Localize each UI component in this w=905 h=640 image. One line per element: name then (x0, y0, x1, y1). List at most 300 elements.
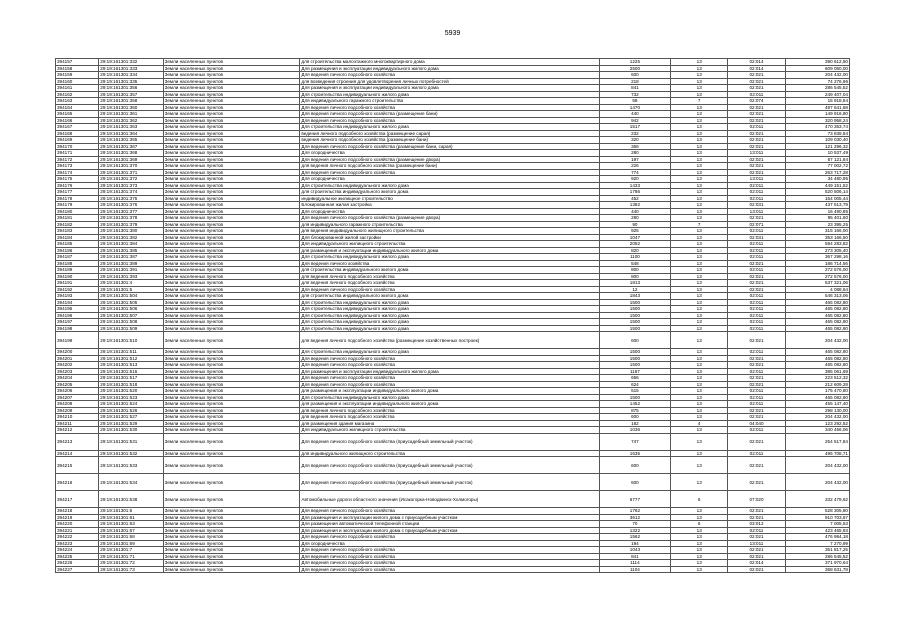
cadastral-value-cell: 390 612,50 (785, 59, 849, 66)
permitted-use-cell: Для размещения и эксплуатации индивидуального жилого дома (300, 368, 599, 375)
row-number-cell: 394201 (56, 355, 99, 362)
area-cell: 1225 (599, 59, 670, 66)
area-cell: 1500 (599, 325, 670, 332)
code-cell: 02:021 (728, 143, 785, 150)
cadastral-number-cell: 29:19:161301:368 (99, 150, 163, 157)
area-cell: 1843 (599, 293, 670, 300)
area-cell: 440 (599, 208, 670, 215)
land-category-cell: Земли населенных пунктов (163, 319, 300, 326)
group-cell: 13 (671, 450, 728, 457)
cadastral-number-cell: 29:19:161301:72 (99, 560, 163, 567)
cadastral-value-cell: 298 130,00 (785, 407, 849, 414)
row-number-cell: 394164 (56, 104, 99, 111)
permitted-use-cell: Для ведения личного хозяйства (300, 260, 599, 267)
area-cell: 841 (599, 553, 670, 560)
permitted-use-cell: Для ведения личного подсобного хозяйства (300, 560, 599, 567)
cadastral-value-cell: 465 082,80 (785, 349, 849, 356)
row-number-cell: 394184 (56, 234, 99, 241)
permitted-use-cell: Для ведения личного подсобного хозяйства (300, 553, 599, 560)
permitted-use-cell: ведения личного подсобного хозяйства (размещение сарая) (300, 130, 599, 137)
land-category-cell: Земли населенных пунктов (163, 349, 300, 356)
code-cell: 02:011 (728, 241, 785, 248)
cadastral-number-cell: 29:19:161301:67 (99, 527, 163, 534)
land-category-cell: Земли населенных пунктов (163, 247, 300, 254)
code-cell: 02:011 (728, 189, 785, 196)
land-category-cell: Земли населенных пунктов (163, 362, 300, 369)
land-category-cell: Земли населенных пунктов (163, 208, 300, 215)
group-cell: 13 (671, 527, 728, 534)
code-cell: 02:021 (728, 215, 785, 222)
permitted-use-cell: для ведения личного подсобного хозяйства (300, 280, 599, 287)
land-category-cell: Земли населенных пунктов (163, 215, 300, 222)
table-body (56, 59, 850, 573)
permitted-use-cell: Для ведения личного подсобного хозяйства (300, 355, 599, 362)
cadastral-value-cell: 186 714,56 (785, 260, 849, 267)
area-cell: 197 (599, 156, 670, 163)
area-cell: 1043 (599, 547, 670, 554)
cadastral-value-cell: 528 305,80 (785, 508, 849, 515)
permitted-use-cell: Для ведения личного подсобного хозяйства (размещение двора) (300, 215, 599, 222)
cadastral-value-cell: 121 296,32 (785, 143, 849, 150)
page-number: 5939 (444, 30, 461, 37)
cadastral-number-cell: 29:19:161301:526 (99, 407, 163, 414)
row-number-cell: 394204 (56, 375, 99, 382)
row-number-cell: 394213 (56, 433, 99, 450)
cadastral-number-cell: 29:19:161301:510 (99, 332, 163, 349)
cadastral-value-cell: 465 082,80 (785, 312, 849, 319)
group-cell: 13 (671, 368, 728, 375)
row-number-cell: 394181 (56, 215, 99, 222)
cadastral-value-cell: 123 292,52 (785, 420, 849, 427)
cadastral-number-cell: 29:19:161301:73 (99, 566, 163, 573)
cadastral-number-cell: 29:19:161301:391 (99, 267, 163, 274)
group-cell: 13 (671, 508, 728, 515)
group-cell: 13 (671, 150, 728, 157)
area-cell: 194 (599, 540, 670, 547)
area-cell: 600 (599, 457, 670, 474)
group-cell: 13 (671, 59, 728, 66)
table-row (56, 457, 850, 474)
group-cell: 13 (671, 362, 728, 369)
land-category-cell: Земли населенных пунктов (163, 474, 300, 491)
land-category-cell: Земли населенных пунктов (163, 150, 300, 157)
cadastral-number-cell: 29:19:161301:363 (99, 124, 163, 131)
land-category-cell: Земли населенных пунктов (163, 491, 300, 508)
code-cell: 02:021 (728, 381, 785, 388)
permitted-use-cell: Для строительства индивидуального жилого дома (300, 312, 599, 319)
permitted-use-cell: для строительства малоэтажного многоквартирного дома (300, 59, 599, 66)
group-cell: 13 (671, 202, 728, 209)
cadastral-value-cell: 273 305,40 (785, 247, 849, 254)
code-cell: 02:021 (728, 553, 785, 560)
permitted-use-cell: для ведения личного подсобного хозяйства (размещение бани) (300, 163, 599, 170)
cadastral-number-cell: 29:19:161301:335 (99, 78, 163, 85)
cadastral-value-cell: 249 407,04 (785, 91, 849, 98)
group-cell: 13 (671, 349, 728, 356)
group-cell: 13 (671, 560, 728, 567)
code-cell: 02:011 (728, 394, 785, 401)
land-category-cell: Земли населенных пунктов (163, 299, 300, 306)
cadastral-number-cell: 29:19:161301:332 (99, 59, 163, 66)
code-cell: 02:021 (728, 375, 785, 382)
row-number-cell: 394165 (56, 111, 99, 118)
cadastral-number-cell: 29:19:161301:372 (99, 176, 163, 183)
permitted-use-cell: Для строительства индивидуального жилого дома (300, 319, 599, 326)
area-cell: 1322 (599, 527, 670, 534)
cadastral-number-cell: 29:19:161301:511 (99, 349, 163, 356)
cadastral-value-cell: 465 082,80 (785, 394, 849, 401)
permitted-use-cell: Для огородничества (300, 208, 599, 215)
cadastral-value-cell: 16 490,85 (785, 208, 849, 215)
cadastral-value-cell: 254 517,84 (785, 433, 849, 450)
cadastral-number-cell: 29:19:161301:523 (99, 394, 163, 401)
cadastral-number-cell: 29:19:161301:361 (99, 111, 163, 118)
row-number-cell: 394171 (56, 150, 99, 157)
land-category-cell: Земли населенных пунктов (163, 355, 300, 362)
code-cell: 02:011 (728, 527, 785, 534)
permitted-use-cell: Для строительства индивидуального жилого дома (300, 299, 599, 306)
area-cell: 841 (599, 85, 670, 92)
code-cell: 02:021 (728, 547, 785, 554)
group-cell: 13 (671, 260, 728, 267)
land-category-cell: Земли населенных пунктов (163, 375, 300, 382)
group-cell: 13 (671, 267, 728, 274)
code-cell: 02:021 (728, 280, 785, 287)
group-cell: 13 (671, 273, 728, 280)
land-category-cell: Земли населенных пунктов (163, 202, 300, 209)
cadastral-value-cell: 537 321,06 (785, 280, 849, 287)
row-number-cell: 394158 (56, 65, 99, 72)
code-cell: 02:021 (728, 566, 785, 573)
code-cell: 02:021 (728, 156, 785, 163)
area-cell: 1500 (599, 299, 670, 306)
code-cell: 02:011 (728, 368, 785, 375)
area-cell: 356 (599, 143, 670, 150)
area-cell: 875 (599, 407, 670, 414)
area-cell: 1104 (599, 566, 670, 573)
permitted-use-cell: Для ведения личного подсобного хозяйства (300, 104, 599, 111)
cadastral-value-cell: 423 465,93 (785, 527, 849, 534)
cadastral-value-cell: 7 005,53 (785, 521, 849, 528)
cadastral-value-cell: 272 576,00 (785, 273, 849, 280)
cadastral-number-cell: 29:19:161301:384 (99, 241, 163, 248)
row-number-cell: 394188 (56, 260, 99, 267)
cadastral-number-cell: 29:19:161301:538 (99, 491, 163, 508)
cadastral-number-cell: 29:19:161301:356 (99, 85, 163, 92)
permitted-use-cell: Для строительства индивидуального жилого дома (300, 306, 599, 313)
row-number-cell: 394199 (56, 332, 99, 349)
cadastral-number-cell: 29:19:161301:360 (99, 104, 163, 111)
area-cell: 226 (599, 163, 670, 170)
group-cell: 13 (671, 189, 728, 196)
cadastral-number-cell: 29:19:161301:367 (99, 143, 163, 150)
table-row (56, 566, 850, 573)
group-cell: 13 (671, 293, 728, 300)
cadastral-number-cell: 29:19:161301:370 (99, 163, 163, 170)
area-cell: 1500 (599, 349, 670, 356)
cadastral-value-cell: 351 817,25 (785, 547, 849, 554)
row-number-cell: 394179 (56, 202, 99, 209)
land-category-cell: Земли населенных пунктов (163, 420, 300, 427)
cadastral-value-cell: 272 576,00 (785, 267, 849, 274)
group-cell: 13 (671, 130, 728, 137)
land-category-cell: Земли населенных пунктов (163, 85, 300, 92)
group-cell: 13 (671, 163, 728, 170)
code-cell: 02:011 (728, 124, 785, 131)
group-cell: 13 (671, 566, 728, 573)
code-cell: 02:021 (728, 514, 785, 521)
group-cell: 13 (671, 414, 728, 421)
code-cell: 13:011 (728, 150, 785, 157)
row-number-cell: 394166 (56, 117, 99, 124)
area-cell: 1635 (599, 450, 670, 457)
code-cell: 13:011 (728, 540, 785, 547)
group-cell: 13 (671, 65, 728, 72)
permitted-use-cell: для строительства индивидуального жилого дома (300, 267, 599, 274)
code-cell: 02:074 (728, 98, 785, 105)
code-cell: 02:021 (728, 260, 785, 267)
group-cell: 13 (671, 319, 728, 326)
code-cell: 02:021 (728, 508, 785, 515)
land-category-cell: Земли населенных пунктов (163, 221, 300, 228)
land-category-cell: Земли населенных пунктов (163, 312, 300, 319)
row-number-cell: 394186 (56, 247, 99, 254)
code-cell: 02:014 (728, 560, 785, 567)
row-number-cell: 394161 (56, 85, 99, 92)
cadastral-value-cell: 910 703,67 (785, 514, 849, 521)
group-cell: 13 (671, 325, 728, 332)
area-cell: 1470 (599, 104, 670, 111)
area-cell: 58 (599, 98, 670, 105)
code-cell: 02:011 (728, 427, 785, 434)
group-cell: 13 (671, 72, 728, 79)
row-number-cell: 394220 (56, 521, 99, 528)
row-number-cell: 394218 (56, 508, 99, 515)
land-category-cell: Земли населенных пунктов (163, 547, 300, 554)
area-cell: 218 (599, 78, 670, 85)
cadastral-number-cell: 29:19:161301:534 (99, 474, 163, 491)
land-category-cell: Земли населенных пунктов (163, 137, 300, 144)
permitted-use-cell: ведения личного подсобного хозяйства (размещение бани) (300, 137, 599, 144)
land-category-cell: Земли населенных пунктов (163, 553, 300, 560)
land-category-cell: Земли населенных пунктов (163, 457, 300, 474)
row-number-cell: 394183 (56, 228, 99, 235)
cadastral-value-cell: 223 512,32 (785, 375, 849, 382)
cadastral-value-cell: 109 030,40 (785, 137, 849, 144)
code-cell: 02:011 (728, 91, 785, 98)
row-number-cell: 394208 (56, 401, 99, 408)
code-cell: 02:021 (728, 72, 785, 79)
cadastral-value-cell: 455 147,40 (785, 401, 849, 408)
permitted-use-cell: Для размещения и эксплуатации индивидуального жилого дома (300, 65, 599, 72)
cadastral-value-cell: 465 082,80 (785, 299, 849, 306)
cadastral-number-cell: 29:19:161301:512 (99, 355, 163, 362)
row-number-cell: 394187 (56, 254, 99, 261)
cadastral-value-cell: 465 082,80 (785, 319, 849, 326)
table-row (56, 332, 850, 349)
land-category-cell: Земли населенных пунктов (163, 176, 300, 183)
area-cell: 1562 (599, 534, 670, 541)
land-category-cell: Земли населенных пунктов (163, 508, 300, 515)
code-cell: 02:011 (728, 401, 785, 408)
cadastral-number-cell: 29:19:161301:365 (99, 137, 163, 144)
cadastral-number-cell: 29:19:161301:507 (99, 312, 163, 319)
cadastral-value-cell: 73 839,84 (785, 130, 849, 137)
cadastral-number-cell: 29:19:161301:513 (99, 362, 163, 369)
code-cell: 02:031 (728, 202, 785, 209)
permitted-use-cell: Для огородничества (300, 176, 599, 183)
land-category-cell: Земли населенных пунктов (163, 514, 300, 521)
cadastral-number-cell: 29:19:161301:380 (99, 228, 163, 235)
code-cell: 13:011 (728, 176, 785, 183)
permitted-use-cell: для ведения индивидуального жилищного строительства (300, 228, 599, 235)
code-cell: 02:011 (728, 325, 785, 332)
area-cell: 1433 (599, 182, 670, 189)
area-cell: 1500 (599, 312, 670, 319)
group-cell: 13 (671, 182, 728, 189)
land-category-cell: Земли населенных пунктов (163, 241, 300, 248)
row-number-cell: 394192 (56, 286, 99, 293)
permitted-use-cell: Для ведения личного подсобного хозяйства (300, 117, 599, 124)
cadastral-value-cell: 465 082,80 (785, 362, 849, 369)
group-cell: 13 (671, 534, 728, 541)
land-category-cell: Земли населенных пунктов (163, 521, 300, 528)
land-category-cell: Земли населенных пунктов (163, 450, 300, 457)
cadastral-value-cell: 23 395,25 (785, 221, 849, 228)
cadastral-value-cell: 385 061,69 (785, 368, 849, 375)
permitted-use-cell: Для ведения личного подсобного хозяйства (300, 286, 599, 293)
permitted-use-cell: Для строительства индивидуального жилого дома (300, 91, 599, 98)
group-cell: 13 (671, 286, 728, 293)
row-number-cell: 394214 (56, 450, 99, 457)
cadastral-value-cell: 204 432,00 (785, 332, 849, 349)
code-cell: 13:011 (728, 208, 785, 215)
land-category-cell: Земли населенных пунктов (163, 111, 300, 118)
row-number-cell: 394196 (56, 312, 99, 319)
area-cell: 800 (599, 267, 670, 274)
code-cell: 07:020 (728, 491, 785, 508)
group-cell: 13 (671, 195, 728, 202)
group-cell: 13 (671, 355, 728, 362)
group-cell: 13 (671, 143, 728, 150)
permitted-use-cell: Для строительства индивидуального жилого дома (300, 349, 599, 356)
row-number-cell: 394160 (56, 78, 99, 85)
group-cell: 13 (671, 375, 728, 382)
area-cell: 320 (599, 137, 670, 144)
cadastral-number-cell: 29:19:161301:518 (99, 381, 163, 388)
cadastral-number-cell: 29:19:161301:385 (99, 247, 163, 254)
code-cell: 02:011 (728, 293, 785, 300)
cadastral-value-cell: 368 631,78 (785, 566, 849, 573)
group-cell: 13 (671, 169, 728, 176)
cadastral-number-cell: 29:19:161301:520 (99, 388, 163, 395)
area-cell: 182 (599, 420, 670, 427)
cadastral-value-table (55, 58, 850, 573)
permitted-use-cell: для размещения и эксплуатации индивидуального жилого дома (300, 247, 599, 254)
cadastral-number-cell: 29:19:161301:379 (99, 221, 163, 228)
code-cell: 02:011 (728, 450, 785, 457)
permitted-use-cell: Для ведения личного подсобного хозяйства (300, 547, 599, 554)
land-category-cell: Земли населенных пунктов (163, 534, 300, 541)
row-number-cell: 394197 (56, 319, 99, 326)
row-number-cell: 394206 (56, 388, 99, 395)
cadastral-value-cell: 4 088,64 (785, 286, 849, 293)
land-category-cell: Земли населенных пунктов (163, 98, 300, 105)
code-cell: 02:011 (728, 319, 785, 326)
code-cell: 02:021 (728, 433, 785, 450)
land-category-cell: Земли населенных пунктов (163, 381, 300, 388)
permitted-use-cell: для размещения и эксплуатации индивидуального жилого дома (300, 401, 599, 408)
cadastral-value-cell: 465 082,80 (785, 355, 849, 362)
area-cell: 6777 (599, 491, 670, 508)
row-number-cell: 394217 (56, 491, 99, 508)
group-cell: 6 (671, 521, 728, 528)
row-number-cell: 394167 (56, 124, 99, 131)
area-cell: 656 (599, 375, 670, 382)
land-category-cell: Земли населенных пунктов (163, 254, 300, 261)
cadastral-number-cell: 29:19:161301:530 (99, 427, 163, 434)
code-cell: 02:021 (728, 130, 785, 137)
cadastral-number-cell: 29:19:161301:374 (99, 189, 163, 196)
group-cell: 13 (671, 111, 728, 118)
area-cell: 280 (599, 150, 670, 157)
cadastral-number-cell: 29:19:161301:509 (99, 325, 163, 332)
land-category-cell: Земли населенных пунктов (163, 433, 300, 450)
permitted-use-cell: Для блокированной жилой застройки (300, 234, 599, 241)
group-cell: 13 (671, 254, 728, 261)
land-category-cell: Земли населенных пунктов (163, 65, 300, 72)
row-number-cell: 394226 (56, 560, 99, 567)
land-category-cell: Земли населенных пунктов (163, 72, 300, 79)
cadastral-number-cell: 29:19:161301:362 (99, 117, 163, 124)
row-number-cell: 394162 (56, 91, 99, 98)
cadastral-value-cell: 495 708,71 (785, 450, 849, 457)
permitted-use-cell: Для ведения личного подсобного хозяйства (300, 375, 599, 382)
permitted-use-cell: Автомобильные дороги областного значения (Исакогорка-Новодвинск-Холмогоры) (300, 491, 599, 508)
row-number-cell: 394174 (56, 169, 99, 176)
row-number-cell: 394194 (56, 299, 99, 306)
cadastral-value-cell: 212 609,28 (785, 381, 849, 388)
code-cell: 02:011 (728, 312, 785, 319)
area-cell: 70 (599, 521, 670, 528)
land-category-cell: Земли населенных пунктов (163, 260, 300, 267)
land-category-cell: Земли населенных пунктов (163, 306, 300, 313)
group-cell: 13 (671, 547, 728, 554)
code-cell: 02:021 (728, 457, 785, 474)
code-cell: 02:021 (728, 355, 785, 362)
code-cell: 02:021 (728, 332, 785, 349)
land-category-cell: Земли населенных пунктов (163, 293, 300, 300)
cadastral-number-cell: 29:19:161301:393 (99, 273, 163, 280)
group-cell: 13 (671, 234, 728, 241)
land-category-cell: Земли населенных пунктов (163, 273, 300, 280)
cadastral-number-cell: 29:19:161301:371 (99, 169, 163, 176)
land-category-cell: Земли населенных пунктов (163, 189, 300, 196)
cadastral-value-cell: 476 984,18 (785, 534, 849, 541)
land-category-cell: Земли населенных пунктов (163, 414, 300, 421)
cadastral-value-cell: 286 545,52 (785, 85, 849, 92)
land-category-cell: Земли населенных пунктов (163, 182, 300, 189)
permitted-use-cell: Для индивидуального гаражного строительства (300, 98, 599, 105)
code-cell: 02:021 (728, 273, 785, 280)
permitted-use-cell: для ведения личного подсобного хозяйства (размещение хозяйственных построек) (300, 332, 599, 349)
cadastral-value-cell: 95 401,60 (785, 215, 849, 222)
group-cell: 13 (671, 124, 728, 131)
group-cell: 13 (671, 299, 728, 306)
group-cell: 13 (671, 208, 728, 215)
cadastral-value-cell: 77 002,72 (785, 163, 849, 170)
area-cell: 515 (599, 388, 670, 395)
